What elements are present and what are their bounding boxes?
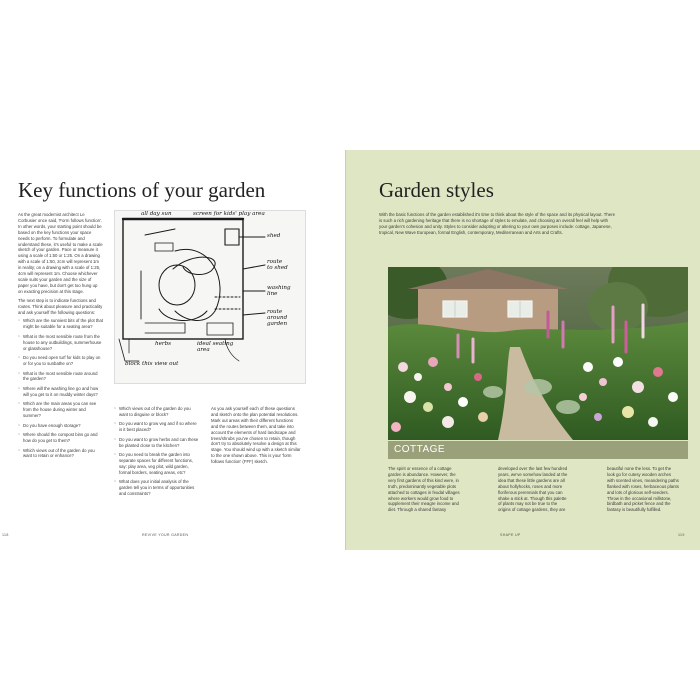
left-page-title: Key functions of your garden — [18, 178, 266, 202]
question-item: ○ Which views out of the garden do you want to disguise or block? — [114, 406, 199, 418]
question-item: ○ Do you want to grow herbs and can these be planted close to the kitchen? — [114, 437, 199, 449]
sketch-label-screen: screen for kids' play area — [193, 211, 265, 217]
left-page — [0, 150, 345, 550]
sketch-label-washing-line: washing line — [267, 285, 291, 297]
question-item: ○ What does your initial analysis of the garden tell you in terms of opportunities and constraints? — [114, 479, 199, 497]
page-number-left: 118 — [2, 533, 9, 537]
sketch-label-all-day-sun: all day sun — [141, 211, 172, 217]
page-number-right: 119 — [678, 533, 685, 537]
intro-paragraph: As the great modernist architect Le Corbusier once said, 'Form follows function'. In other words, your starting point should be based on the key functions your space needs to perform. To formulate and understand these, it's useful to make a scale sketch of your garden. Pace or measure it using a scale of 1:50 or 1:25. On a drawing with a scale of 1:50, 2cm will represent 1m in reality; on a drawing with a scale of 1:25, 4cm will represent 1m. Choose whichever scale suits your garden and the size of paper you have, but don't get too hung up on exacting precision at this stage. — [18, 212, 103, 294]
question-item: ○ What is the most sensible route around the garden? — [18, 371, 103, 383]
sketch-label-herbs: herbs — [155, 341, 172, 347]
right-intro-paragraph: With the basic functions of the garden established it's time to think about the style of the space and its physical layout. There is such a rich gardening heritage that there is no shortage of styles to emulate, and choosing an overall feel will help with your garden's cohesion and unity. Styles to consider adopting or altering to your own purposes include: cottage, Japanese, tropical, New Wave European, formal English, contemporary, Mediterranean and Arts and Crafts. — [379, 212, 616, 235]
question-item: ○ Do you want to grow veg and if so where is it best placed? — [114, 421, 199, 433]
question-item: ○ Where should the compost bins go and how do you get to them? — [18, 432, 103, 444]
cottage-garden-photo — [388, 267, 688, 440]
left-column-3 — [211, 406, 301, 468]
sketch-label-route-to-shed: route to shed — [267, 259, 288, 271]
running-head-right: SHAPE UP — [500, 533, 521, 537]
book-spine — [345, 150, 346, 550]
right-page — [345, 150, 700, 550]
running-head-left: REVIVE YOUR GARDEN — [142, 533, 189, 537]
sketch-label-route-around: route around garden — [267, 309, 288, 327]
question-item: ○ Which views out of the garden do you want to retain or enhance? — [18, 448, 103, 460]
question-item: ○ Where will the washing line go and how will you get to it on muddy winter days? — [18, 386, 103, 398]
section-label: COTTAGE — [394, 444, 446, 455]
left-column-1 — [18, 212, 103, 463]
right-column-1: The spirit or essence of a cottage garden is abundance. However, the very first gardens of this kind were, in truth, predominantly vegetable plots attached to cottages in feudal villages where workers would grow food to supplement their meagre income and diet. Through a shared fantasy — [388, 466, 460, 513]
sketch-label-shed: shed — [267, 233, 281, 239]
question-item: ○ Which are the main areas you can see from the house during winter and summer? — [18, 401, 103, 419]
question-item: ○ Do you have enough storage? — [18, 423, 103, 429]
sketch-label-ideal-seating: ideal seating area — [197, 341, 234, 353]
question-item: ○ Do you need open turf for kids to play on or for you to sunbathe on? — [18, 355, 103, 367]
question-item: ○ Do you need to break the garden into separate spaces for different functions, say: play area, veg plot, wild garden, formal borders, seating areas, etc? — [114, 452, 199, 476]
right-page-title: Garden styles — [379, 178, 494, 202]
cottage-garden-illustration — [388, 267, 688, 440]
left-column-2 — [114, 406, 199, 501]
intro-paragraph-2: The next step is to indicate functions and routes. Think about pleasure and practicality and ask yourself the following questions: — [18, 297, 103, 315]
right-column-2: developed over the last few hundred years, we've somehow landed at the idea that these little gardens are all about hollyhocks, roses and more floriferous perennials that you can shake a stick at. Though this palette of plants may not be true to the origins of cottage gardens, they are — [498, 466, 568, 513]
question-item: ○ Which are the sunniest bits of the plot that might be suitable for a seating area? — [18, 318, 103, 330]
right-column-3: beautiful none the less. To get the look go for cutesy wooden arches with scented vines, meandering paths flanked with roses, herbaceous plants and lots of glorious self-seeders. Throw in the occasional millstone, birdbath and picket fence and the fantasy is beautifully fulfilled. — [607, 466, 679, 513]
section-label-bar — [388, 441, 688, 459]
sketch-label-block-view: block this view out — [125, 361, 179, 367]
ffe-sketch — [114, 210, 306, 384]
question-item: ○ What is the most sensible route from the house to any outbuildings, summerhouse or glasshouse? — [18, 334, 103, 352]
closing-paragraph: As you ask yourself each of these questions and sketch onto the plan potential resolutions. Mark out areas with their different functions and the routes between them, and take into account the elements of hard landscape and trees/shrubs you've chosen to retain, though don't try to absolutely resolve a design at this stage. You should wind up with a sketch similar to the one shown above. This is your 'form follows function' (FFF) sketch. — [211, 406, 301, 465]
